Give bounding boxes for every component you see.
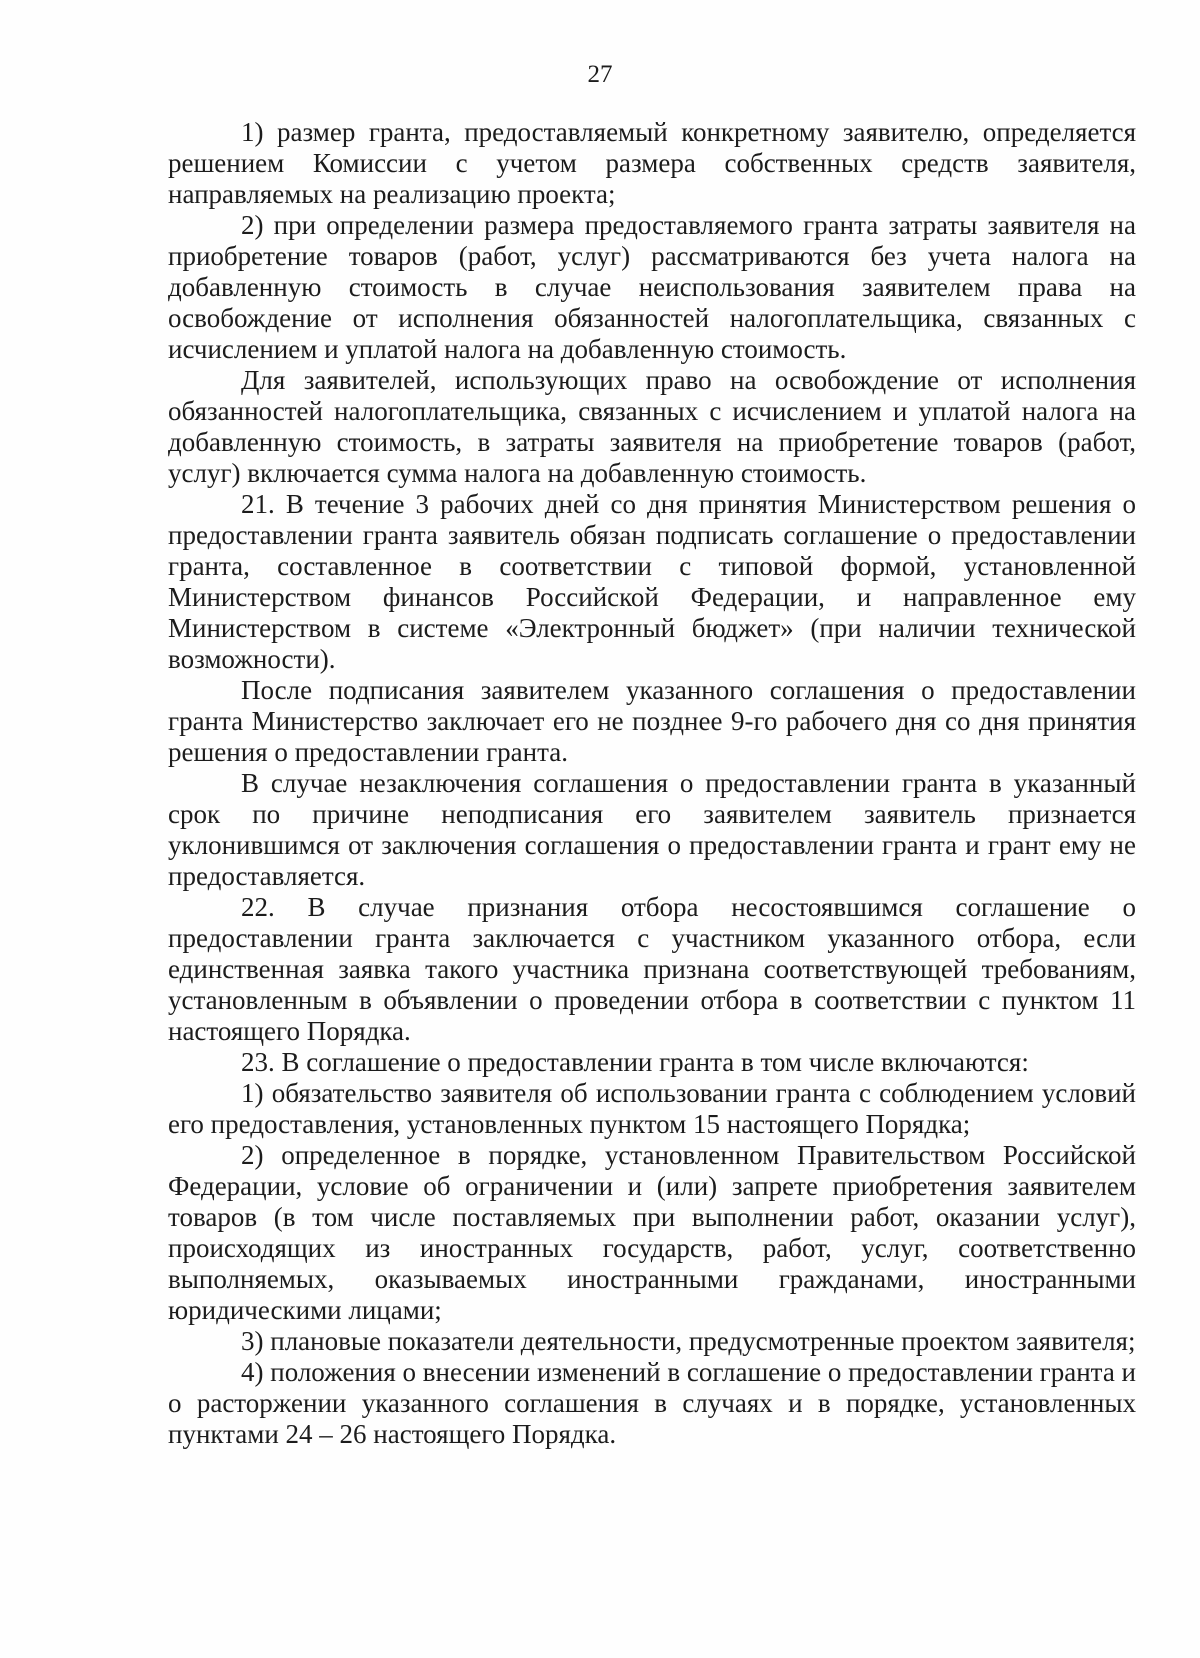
paragraph-grant-size: 1) размер гранта, предоставляемый конкретному заявителю, определяется решением Комиссии с учетом размера собственных средств заявителя, направляемых на реализацию проекта; (168, 117, 1136, 209)
paragraph-agreement-evasion: В случае незаключения соглашения о предоставлении гранта в указанный срок по причине неподписания его заявителем заявитель признается уклонившимся от заключения соглашения о предоставлении гранта и грант ему не предоставляется. (168, 768, 1136, 891)
page-number: 27 (587, 61, 613, 88)
paragraph-section-22: 22. В случае признания отбора несостоявшимся соглашение о предоставлении гранта заключается с участником указанного отбора, если единственная заявка такого участника признана соответствующей требованиям, установленным в объявлении о проведении отбора в соответствии с пунктом 11 настоящего Порядка. (168, 892, 1136, 1046)
paragraph-section-21: 21. В течение 3 рабочих дней со дня принятия Министерством решения о предоставлении гранта заявитель обязан подписать соглашение о предоставлении гранта, составленное в соответствии с типовой формой, установленной Министерством финансов Российской Федерации, и направленное ему Министерством в системе «Электронный бюджет» (при наличии технической возможности). (168, 489, 1136, 674)
list-item-obligation: 1) обязательство заявителя об использовании гранта с соблюдением условий его предоставления, установленных пунктом 15 настоящего Порядка; (168, 1078, 1136, 1139)
list-item-indicators: 3) плановые показатели деятельности, предусмотренные проектом заявителя; (241, 1326, 1136, 1356)
document-body (168, 117, 1136, 1450)
paragraph-vat-exempt: Для заявителей, использующих право на освобождение от исполнения обязанностей налогоплательщика, связанных с исчислением и уплатой налога на добавленную стоимость, в затраты заявителя на приобретение товаров (работ, услуг) включается сумма налога на добавленную стоимость. (168, 365, 1136, 488)
paragraph-section-23: 23. В соглашение о предоставлении гранта в том числе включаются: (241, 1047, 1029, 1077)
list-item-foreign-restriction: 2) определенное в порядке, установленном Правительством Российской Федерации, условие об ограничении и (или) запрете приобретения заявителем товаров (в том числе поставляемых при выполнении работ, оказании услуг), происходящих из иностранных государств, работ, услуг, соответственно выполняемых, оказываемых иностранными гражданами, иностранными юридическими лицами; (168, 1140, 1136, 1325)
paragraph-agreement-signing: После подписания заявителем указанного соглашения о предоставлении гранта Министерство заключает его не позднее 9-го рабочего дня со дня принятия решения о предоставлении гранта. (168, 675, 1136, 767)
list-item-amendments: 4) положения о внесении изменений в соглашение о предоставлении гранта и о расторжении указанного соглашения в случаях и в порядке, установленных пунктами 24 – 26 настоящего Порядка. (168, 1357, 1136, 1449)
paragraph-vat-costs: 2) при определении размера предоставляемого гранта затраты заявителя на приобретение товаров (работ, услуг) рассматриваются без учета налога на добавленную стоимость в случае неиспользования заявителем права на освобождение от исполнения обязанностей налогоплательщика, связанных с исчислением и уплатой налога на добавленную стоимость. (168, 210, 1136, 364)
